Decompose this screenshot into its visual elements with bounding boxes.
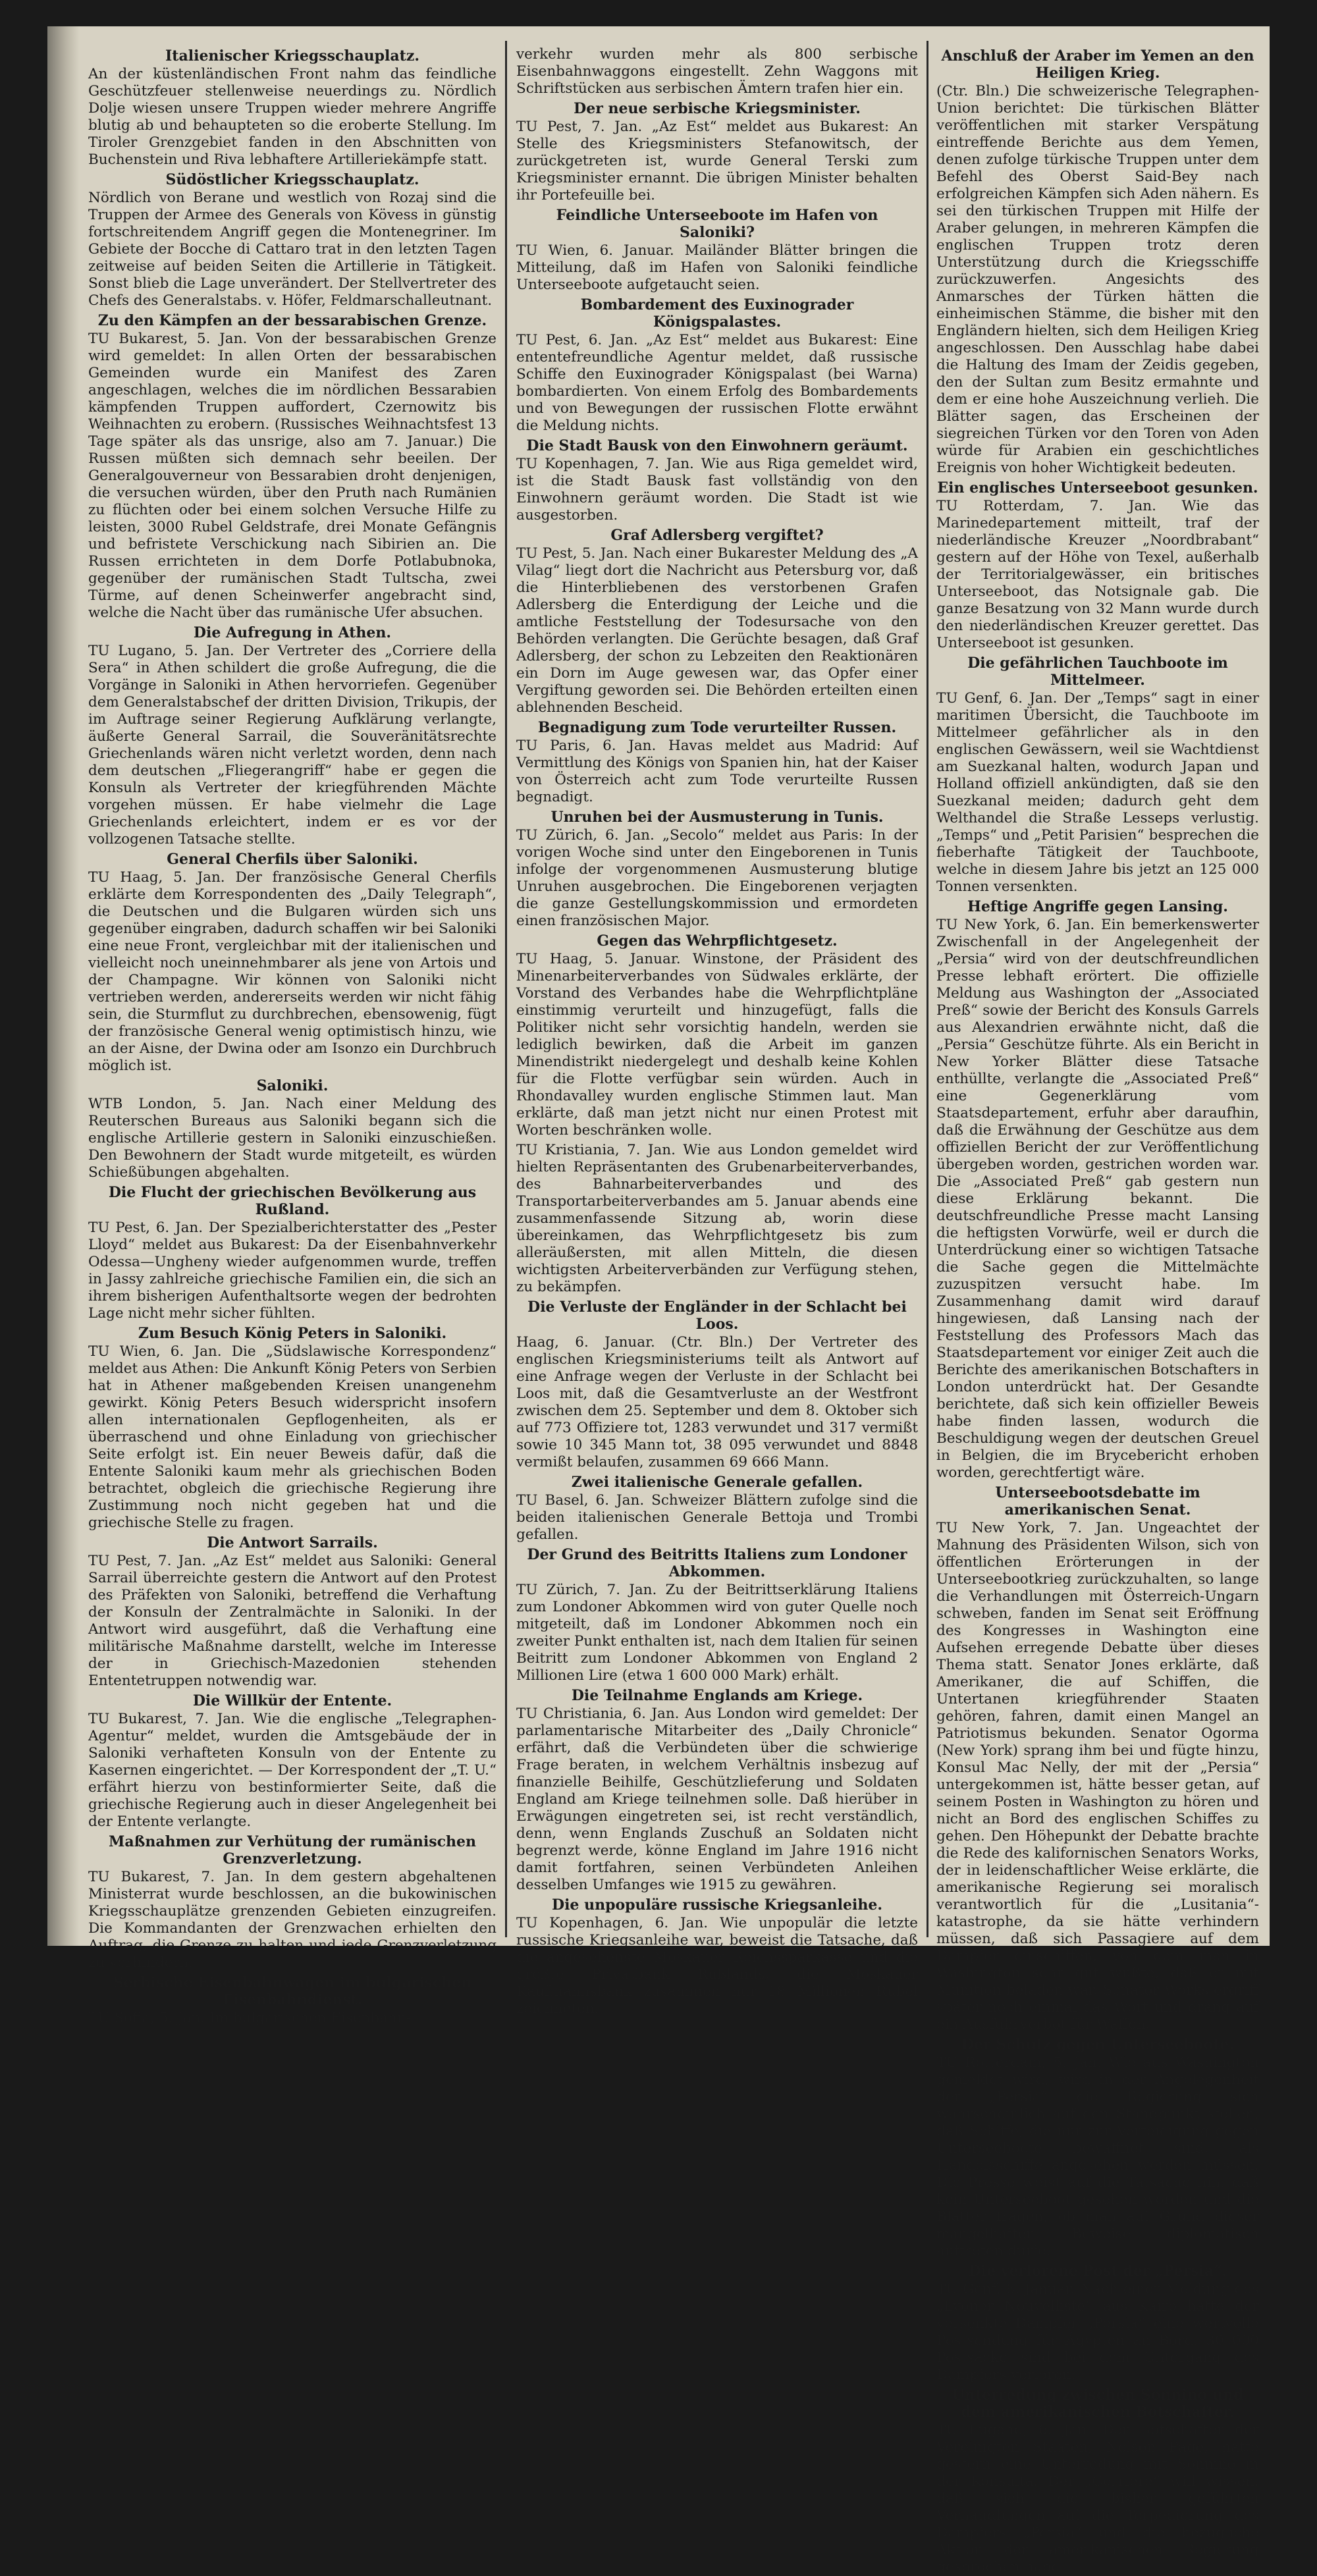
article-headline: Die gefährlichen Tauchboote im Mittelmeer.	[967, 655, 1228, 689]
article-body: TU Pest, 7. Jan. „Az Est“ meldet aus Saloniki: General Sarrail überreichte gestern die Antwort auf den Protest des Präfekten von Saloniki, betreffend die Verhaftung der Konsuln der Zentralmächte in Saloniki. In der Antwort wird ausgeführt, daß die Verhaftung eine militärische Maßnahme darstellt, welche im Interesse der in Griechisch-Mazedonien stehenden Ententetruppen notwendig war.	[88, 1553, 497, 1689]
article	[88, 171, 497, 309]
newspaper-page	[47, 26, 1270, 2575]
article	[516, 1474, 918, 1543]
article	[88, 47, 497, 169]
article-body: TU Sofia, 5. Jan. Im bulgarischen Eisenbahn-	[88, 2010, 412, 2026]
article-headline: Ein englisches Unterseeboot gesunken.	[937, 479, 1258, 496]
article	[88, 1325, 497, 1532]
article-body: TU Kopenhagen, 7. Jan. Wie aus Riga gemeldet wird, ist die Stadt Bausk fast vollständig von den Einwohnern geräumt worden. Die Stadt ist wie ausgestorben.	[516, 456, 918, 523]
article-body: Nördlich von Berane und westlich von Rozaj sind die Truppen der Armee des Generals von Kövess in günstig fortschreitendem Angriff gegen die Montenegriner. Im Gebiete der Bocche di Cattaro trat in den letzten Tagen zeitweise auf beiden Seiten die Artillerie in Tätigkeit. Sonst blieb die Lage unverändert. Der Stellvertreter des Chefs des Generalstabs. v. Höfer, Feldmarschalleutnant.	[88, 190, 497, 309]
article-body: TU Zürich, 6. Jan. „Secolo“ meldet aus Paris: In der vorigen Woche sind unter den Eingeborenen in Tunis infolge der vorgenommenen Ausmusterung blutige Unruhen ausgebrochen. Die Eingeborenen verjagten die ganze Gestellungskommission und ermordeten einen französischen Major.	[516, 827, 918, 929]
article	[936, 2386, 1259, 2576]
article-body: TU Kopenhagen, 6. Jan. Wie unpopulär die letzte russische Kriegsanleihe war, beweist die Tatsache, daß die angesehenste Moskauer Reichssparkasse und die größte Privatbank Rußlands, die Moskauer Kaufmannsbank zusammen nur 18 Millionen Rubel zeichneten.	[516, 1915, 918, 2017]
page-spine	[47, 26, 79, 1946]
article-headline: Heftige Angriffe gegen Lansing.	[967, 898, 1228, 915]
article-headline: Der Schutz gegen Unterseeboote.	[961, 2036, 1235, 2053]
column-1	[88, 46, 497, 2026]
article-body: TU Kristiania, 7. Jan. Wie aus London gemeldet wird hielten Repräsentanten des Grubenarbeiterverbandes, des Bahnarbeiterverbandes und des Transportarbeiterverbandes am 5. Januar abends eine zusammenfassende Sitzung ab, worin diese übereinkamen, das Wehrpflichtgesetz bis zum alleräußersten, mit allen Mitteln, die diesen wichtigsten Arbeiterverbänden zur Verfügung stehen, zu bekämpfen.	[516, 1142, 918, 1295]
article-headline: Unterseebootsdebatte im amerikanischen Senat.	[995, 1484, 1200, 1518]
article	[936, 1484, 1259, 2033]
article	[516, 46, 918, 97]
article-headline: Zu den Kämpfen an der bessarabischen Grenze.	[97, 312, 487, 329]
article-headline: Italienischer Kriegsschauplatz.	[165, 47, 419, 65]
article-headline: Gegen das Wehrpflichtgesetz.	[597, 932, 838, 950]
article-body: TU New York, 6. Jan. Ein bemerkenswerter Zwischenfall in der Angelegenheit der „Persia“ wird von der deutschfreundlichen Presse lebhaft erörtert. Die offizielle Meldung aus Washington der „Associated Preß“ sowie der Bericht des Konsuls Garrels aus Alexandrien erwähnte nicht, daß die „Persia“ Geschütze führte. Als ein Bericht in New Yorker Blätter diese Tatsache enthüllte, verlangte die „Associated Preß“ eine Gegenerklärung vom Staatsdepartement, erfuhr aber daraufhin, daß die Erwähnung der Geschütze aus dem offiziellen Bericht der zur Veröffentlichung übergeben worden, gestrichen worden war. Die „Associated Preß“ gab gestern nun diese Erklärung bekannt. Die deutschfreundliche Presse macht Lansing die heftigsten Vorwürfe, weil er durch die Unterdrückung einer so wichtigen Tatsache die Sache gegen die Mittelmächte zuzuspitzen versucht habe. Im Zusammenhang damit wird darauf hingewiesen, daß Lansing nach der Feststellung des Professors Mach das Staatsdepartement vor einiger Zeit auch die Berichte des amerikanischen Botschafters in London unterdrückt hat. Der Gesandte berichtete, daß sich kein offizieller Beweis habe finden lassen, wodurch die Beschuldigung wegen der deutschen Greuel in Belgien, die im Brycebericht erhoben worden, gerechtfertigt wäre.	[936, 917, 1259, 1481]
article	[88, 1974, 497, 2027]
article	[936, 898, 1259, 1482]
article-headline: Begnadigung zum Tode verurteilter Russen.	[537, 719, 897, 736]
article-body: TU Bukarest, 5. Jan. Von der bessarabischen Grenze wird gemeldet: In allen Orten der bessarabischen Gemeinden wurde ein Manifest des Zaren angeschlagen, welches die im nördlichen Bessarabien kämpfenden Truppen auffordert, Czernowitz bis Weihnachten zu erobern. (Russisches Weihnachtsfest 13 Tage später als das unsrige, also am 7. Januar.) Die Russen müßten sich demnach sehr beeilen. Der Generalgouverneur von Bessarabien droht denjenigen, die versuchen würden, über den Pruth nach Rumänien zu flüchten oder bei einem solchen Versuche Hilfe zu leisten, 3000 Rubel Geldstrafe, drei Monate Gefängnis und befristete Verschickung nach Sibirien an. Die Russen errichteten in dem Dorfe Potlabubnoka, gegenüber der rumänischen Stadt Tultscha, zwei Türme, auf denen Scheinwerfer angebracht sind, welche die Nacht über das rumänische Ufer absuchen.	[88, 331, 497, 621]
article	[88, 1534, 497, 1690]
article-headline: Die Willkür der Entente.	[192, 1692, 392, 1709]
article	[516, 719, 918, 806]
article	[516, 1546, 918, 1684]
article-body: TU Genf, 6. Jan. Der „Temps“ sagt in einer maritimen Übersicht, die Tauchboote im Mittelmeer gefährlicher als in den englischen Gewässern, weil sie Wachtdienst am Suezkanal halten, wodurch Japan und Holland offiziell ankündigten, daß sie den Suezkanal meiden; dadurch geht dem Welthandel die Straße Lesseps verlustig. „Temps“ und „Petit Parisien“ besprechen die fieberhafte Tätigkeit der Tauchboote, welche in diesem Jahre bis jetzt an 125 000 Tonnen versenkten.	[936, 690, 1259, 895]
article-body: verkehr wurden mehr als 800 serbische Eisenbahnwaggons eingestellt. Zehn Waggons mit Schriftstücken aus serbischen Ämtern trafen hier ein.	[516, 46, 918, 97]
article-body: TU Basel, 6. Jan. Schweizer Blättern zufolge sind die beiden italienischen Generale Bettoja und Trombi gefallen.	[516, 1492, 918, 1543]
column-2	[516, 46, 918, 2017]
article-headline: Die Teilnahme Englands am Kriege.	[571, 1687, 863, 1704]
article-headline: Bombardement des Euxinograder Königspalastes.	[580, 296, 854, 331]
article-body: TU Lugano, 6. Jan. Der Botschafter der Vereinigten Staaten, Nelson Page, hatte gestern eine Unterredung mit Sonnino in der Konsulta. Der „Corriere“ will wissen, daß sich die bisher geführten Verhandlungen auf die Torpedierung des Dampfers „Persia“ und die bezügliche Aktion der amerikanischen Regierung gesprochen habe.	[936, 2422, 1259, 2575]
article	[516, 809, 918, 930]
article-body: TU Zürich, 7. Jan. Zu der Beitrittserklärung Italiens zum Londoner Abkommen wird von guter Quelle noch mitgeteilt, daß im Londoner Abkommen noch ein zweiter Punkt enthalten ist, nach dem Italien für seinen Beitritt zum Londoner Abkommen von England 2 Millionen Lire (etwa 1 600 000 Mark) erhält.	[516, 1582, 918, 1684]
column-rule	[927, 41, 928, 1937]
article-body: TU Rotterdam, 5. Jan. Wie aus Washington gemeldet wird, wird in der Angelegenheit der „Persia“ die Regierung sich wahrscheinlich auf den Standpunkt stellen, daß Schiffe, die nur zur Verteidigung gegen Unterseeboote bewaffnet sind, als Handelsschiffe angesehen werden müssen. Die Presse weist auf die Tatsache hin, daß kein Unterseeboot gesehen worden und die Blätter fragen, ob man auf Grund dieser mangelhaften Beweise diplomatisch auftreten dürfe.	[936, 2054, 1259, 2259]
article-headline: Saloniki.	[256, 1077, 329, 1094]
article-body: TU Wien, 6. Jan. Die „Südslawische Korrespondenz“ meldet aus Athen: Die Ankunft König Peters von Serbien hat in Athener maßgebenden Kreisen unangenehm gewirkt. König Peters Besuch widerspricht insofern allen internationalen Gepflogenheiten, als er überraschend und ohne Einladung von griechischer Seite erfolgt ist. Ein neuer Beweis dafür, daß die Entente Saloniki kaum mehr als griechischen Boden betrachtet, obgleich die griechische Regierung ihre Zustimmung noch nicht gegeben hat und die griechische Stelle zu fragen.	[88, 1343, 497, 1531]
article	[516, 1896, 918, 2018]
article	[516, 100, 918, 204]
article	[936, 479, 1259, 652]
article	[516, 1142, 918, 1296]
article-body: TU Paris, 6. Jan. Havas meldet aus Madrid: Auf Vermittlung des Königs von Spanien hin, hat der Kaiser von Österreich acht zum Tode verurteilte Russen begnadigt.	[516, 738, 918, 805]
column-3	[936, 46, 1259, 2575]
article-headline: Der neue serbische Kriegsminister.	[574, 100, 861, 117]
article-body: Haag, 6. Januar. (Ctr. Bln.) Der Vertreter des englischen Kriegsministeriums teilt als Antwort auf eine Anfrage wegen der Verluste in der Schlacht bei Loos mit, daß die Gesamtverluste an der Westfront zwischen dem 25. September und dem 8. Oktober sich auf 773 Offiziere tot, 1283 verwundet und 317 vermißt sowie 10 345 Mann tot, 38 095 verwundet und 8848 vermißt belaufen, zusammen 69 666 Mann.	[516, 1334, 918, 1470]
article	[936, 655, 1259, 896]
article-body: (Ctr. Bln.) Die schweizerische Telegraphen-Union berichtet: Die türkischen Blätter veröffentlichen mit starker Verspätung eintreffende Berichte aus dem Yemen, denen zufolge türkische Truppen unter dem Befehl des Oberst Said-Bey nach erfolgreichen Kämpfen sich Aden nähern. Es sei den türkischen Truppen mit Hilfe der Araber gelungen, in mehreren Kämpfen die englischen Truppen trotz deren Unterstützung durch die Kriegsschiffe zurückzuwerfen. Angesichts des Anmarsches der Türken hätten die einheimischen Stämme, die bisher mit den Engländern hielten, sich dem Heiligen Krieg angeschlossen. Den Ausschlag habe dabei die Haltung des Imam der Zeidis gegeben, den der Sultan zum Besitz ermahnte und dem er eine hohe Auszeichnung verlieh. Die Blätter sagen, das Erscheinen der siegreichen Türken vor den Toren von Aden würde für Arabien ein geschichtliches Ereignis von hoher Wichtigkeit bedeuten.	[936, 83, 1259, 476]
article	[516, 527, 918, 716]
article-body: TU Rotterdam, 7. Jan. Wie das Marinedepartement mitteilt, traf der niederländische Kreuzer „Noordbrabant“ gestern auf der Höhe von Texel, außerhalb der Territorialgewässer, ein britisches Unterseeboot, das Notsignale gab. Die ganze Besatzung von 32 Mann wurde durch den niederländischen Kreuzer gerettet. Das Unterseeboot ist gesunken.	[936, 498, 1259, 651]
article-body: TU Pest, 6. Jan. „Az Est“ meldet aus Bukarest: Eine ententefreundliche Agentur meldet, daß russische Schiffe den Euxinograder Königspalast (bei Warna) bombardierten. Von einem Erfolg des Bombardements und von Bewegungen der russischen Flotte erwähnt die Meldung nichts.	[516, 332, 918, 434]
column-rule	[505, 41, 507, 1937]
article-headline: General Cherfils über Saloniki.	[167, 851, 418, 868]
article-headline: Zum Besuch König Peters in Saloniki.	[138, 1325, 447, 1342]
article-body: TU Bukarest, 7. Jan. In dem gestern abgehaltenen Ministerrat wurde beschlossen, an die bukowinischen Kriegsschauplätze grenzenden Gebieten einzugreifen. Die Kommandanten der Grenzwachen erhielten den Auftrag, die Grenze zu halten und jede Grenzverletzung zu verhindern.	[88, 1869, 497, 1971]
article-headline: Zwei italienische Generale gefallen.	[571, 1474, 863, 1491]
article-body: WTB London, 5. Jan. Nach einer Meldung des Reuterschen Bureaus aus Saloniki begann sich die englische Artillerie gestern in Saloniki einzuschießen. Den Bewohnern der Stadt wurde mitgeteilt, es würden Schießübungen abgehalten.	[88, 1096, 497, 1181]
article	[88, 1184, 497, 1322]
article-body: TU New York, 7. Jan. Ungeachtet der Mahnung des Präsidenten Wilson, sich von öffentlichen Erörterungen in der Unterseebootkrieg zurückzuhalten, so lange die Verhandlungen mit Österreich-Ungarn schweben, fanden im Senat seit Eröffnung des Kongresses in Washington eine Aufsehen erregende Debatte über dieses Thema statt. Senator Jones erklärte, daß Amerikaner, die auf Schiffen, die Untertanen kriegführender Staaten gehören, fahren, damit einen Mangel an Patriotismus bekunden. Senator Ogorma (New York) sprang ihm bei und fügte hinzu, Konsul Mac Nelly, der mit der „Persia“ untergekommen ist, hätte besser getan, auf seinem Posten in Washington zu hören und nicht an Bord des englischen Schiffes zu gehen. Den Höhepunkt der Debatte brachte die Rede des kalifornischen Senators Works, der in leidenschaftlicher Weise erklärte, die amerikanische Regierung sei moralisch verantwortlich für die „Lusitania“-katastrophe, da sie hätte verhindern müssen, daß sich Passagiere auf dem Dampfer einschiffen, von dem man in Washington sehr gut wußte, daß er mit Munition beladen war. Senator Works ergriff später noch einmal das Wort und drang auf ein Ausfuhrverbot für Waffen.	[936, 1520, 1259, 2033]
article-body: TU Pest, 5. Jan. Nach einer Bukarester Meldung des „A Vilag“ liegt dort die Nachricht aus Petersburg vor, daß die Hinterbliebenen des verstorbenen Grafen Adlersberg die Enterdigung der Leiche und die amtliche Feststellung der Todesursache von den Behörden verlangten. Die Gerüchte besagen, daß Graf Adlersberg, der schon zu Lebzeiten den Reaktionären ein Dorn im Auge gewesen war, das Opfer einer Vergiftung geworden sei. Die Behörden erteilten einen ablehnenden Bescheid.	[516, 545, 918, 716]
article	[516, 207, 918, 294]
article	[88, 1692, 497, 1831]
article	[936, 2263, 1259, 2384]
article	[88, 1833, 497, 1972]
article	[516, 296, 918, 435]
article-headline: Südöstlicher Kriegsschauplatz.	[165, 171, 419, 188]
article-headline: Serbische Eisenbahnwagen im bulgarischen Eisenbahndienst.	[113, 1974, 472, 2008]
article-headline: Feindliche Unterseeboote im Hafen von Saloniki?	[556, 207, 878, 241]
article-body: TU Haag, 5. Januar. Winstone, der Präsident des Minenarbeiterverbandes von Südwales erklärte, der Vorstand des Verbandes habe die Wehrpflichtpläne einstimmig verurteilt und hinzugefügt, falls die Politiker nicht sehr vorsichtig handeln, werden sie lediglich bewirken, daß die Arbeit im ganzen Minendistrikt niedergelegt und deshalb keine Kohlen für die Flotte verfügbar sein würden. Auch in Rhondavalley wurden englische Stimmen laut. Man erklärte, daß man jetzt nicht nur einen Protest mit Worten beschränken wolle.	[516, 951, 918, 1139]
article	[516, 1687, 918, 1894]
article	[516, 932, 918, 1139]
article	[516, 437, 918, 524]
article	[88, 851, 497, 1075]
article-headline: Die verlorene Post der „Persia“.	[968, 2263, 1227, 2280]
article-headline: Anschluß der Araber im Yemen an den Heiligen Krieg.	[941, 47, 1254, 82]
article-headline: Maßnahmen zur Verhütung der rumänischen Grenzverletzung.	[109, 1833, 476, 1867]
article	[88, 624, 497, 848]
article	[516, 1299, 918, 1471]
article-headline: Die Flucht der griechischen Bevölkerung aus Rußland.	[108, 1184, 477, 1218]
article-headline: Unruhen bei der Ausmusterung in Tunis.	[551, 809, 884, 826]
article	[936, 47, 1259, 477]
article-body: TU Lugano, 5. Jan. Der Vertreter des „Corriere della Sera“ in Athen schildert die große Aufregung, die die Vorgänge in Saloniki in Athen hervorriefen. Gegenüber dem Generalstabschef der dritten Division, Trikupis, der im Auftrage seiner Regierung Aufklärung verlangte, äußerte General Sarrail, die Souveränitätsrechte Griechenlands wären nicht verletzt worden, denn nach dem deutschen „Fliegerangriff“ habe er gegen die Konsuln als Vertreter der kriegführenden Mächte vorgehen müssen. Er habe vielmehr die Lage Griechenlands erleichtert, indem er es vor der vollzogenen Tatsache stellte.	[88, 643, 497, 847]
article-headline: Die Verluste der Engländer in der Schlacht bei Loos.	[527, 1299, 907, 1333]
article-body: TU Pest, 6. Jan. Der Spezialberichterstatter des „Pester Lloyd“ meldet aus Bukarest: Da der Eisenbahnverkehr Odessa—Ungheny wieder aufgenommen wurde, treffen in Jassy zahlreiche griechische Familien ein, die sich an ihrem bisherigen Aufenthaltsorte wegen der bedrohten Lage nicht mehr sicher fühlten.	[88, 1220, 497, 1322]
article-headline: Graf Adlersberg vergiftet?	[610, 527, 824, 544]
article-headline: Die unpopuläre russische Kriegsanleihe.	[552, 1896, 882, 1914]
article-headline: Die Aufregung in Athen.	[193, 624, 392, 641]
article-body: TU Bukarest, 7. Jan. Wie die englische „Telegraphen-Agentur“ meldet, wurden die Amtsgebäude der in Saloniki verhafteten Konsuln von der Entente zu Kasernen eingerichtet. — Der Korrespondent der „T. U.“ erfährt hierzu von bestinformierter Seite, daß die griechische Regierung auch in dieser Angelegenheit bei der Entente verlangte.	[88, 1711, 497, 1830]
article-body: TU Wien, 6. Januar. Mailänder Blätter bringen die Mitteilung, daß im Hafen von Saloniki feindliche Unterseeboote aufgetaucht seien.	[516, 242, 918, 293]
article-headline: Die Antwort Sarrails.	[207, 1534, 378, 1551]
article-body: TU Haag, 5. Jan. Der französische General Cherfils erklärte dem Korrespondenten des „Daily Telegraph“, die Deutschen und die Bulgaren würden sich uns gegenüber eingraben, dadurch schaffen wir bei Saloniki eine neue Front, vergleichbar mit der italienischen und vielleicht noch uneinnehmbarer als jene von Artois und der Champagne. Wir können von Saloniki nicht vertrieben werden, andererseits werden wir nicht fähig sein, die Sturmflut zu durchbrechen, ebensowenig, fügt der französische General wenig optimistisch hinzu, wie an der Aisne, der Dwina oder am Isonzo ein Durchbruch möglich ist.	[88, 869, 497, 1074]
article	[88, 1077, 497, 1181]
article	[88, 312, 497, 622]
article	[936, 2036, 1259, 2260]
article-body: TU Pest, 7. Jan. „Az Est“ meldet aus Bukarest: An Stelle des Kriegsministers Stefanowitsch, der zurückgetreten ist, wurde General Terski zum Kriegsminister ernannt. Die übrigen Minister behalten ihr Portefeuille bei.	[516, 119, 918, 203]
article-headline: Die Stadt Bausk von den Einwohnern geräumt.	[526, 437, 908, 454]
article-headline: Der Grund des Beitritts Italiens zum Londoner Abkommen.	[527, 1546, 907, 1580]
article-body: An der küstenländischen Front nahm das feindliche Geschützfeuer stellenweise neuerdings zu. Nördlich Dolje wiesen unsere Truppen wieder mehrere Angriffe blutig ab und behaupteten so die eroberte Stellung. Im Tiroler Grenzgebiet fanden in den Abschnitten von Buchenstein und Riva lebhaftere Artilleriekämpfe statt.	[88, 66, 497, 168]
article-headline: Unterredung zwischen Sonnino und dem amerikanischen Botschafter.	[952, 2386, 1244, 2421]
article-body: TU Christiania, 6. Jan. Aus London wird gemeldet: Der parlamentarische Mitarbeiter des „Daily Chronicle“ erfährt, daß die Verbündeten über die schwierige Frage beraten, in welchem Verhältnis insbezug auf finanzielle Beihilfe, Geschützlieferung und Soldaten England am Kriege teilnehmen solle. Daß hierüber in Erwägungen eingetreten sei, ist recht verständlich, denn, wenn Englands Zuschuß an Soldaten nicht begrenzt werde, könne England im Jahre 1916 nicht damit fortfahren, seinen Verbündeten Anleihen desselben Umfanges wie 1915 zu gewähren.	[516, 1705, 918, 1893]
article-body: TU Genf, 6. Januar. Nach einer Meldung des „Lyoner Nouvelliste“ aus Kairo hatte der versenkte Dampfer „Persia“ eine wertvolle Postsendung für Ägypten an Bord. 30 000 Postsäcke sind bei dem Untergang des Dampfers verloren.	[936, 2281, 1259, 2383]
